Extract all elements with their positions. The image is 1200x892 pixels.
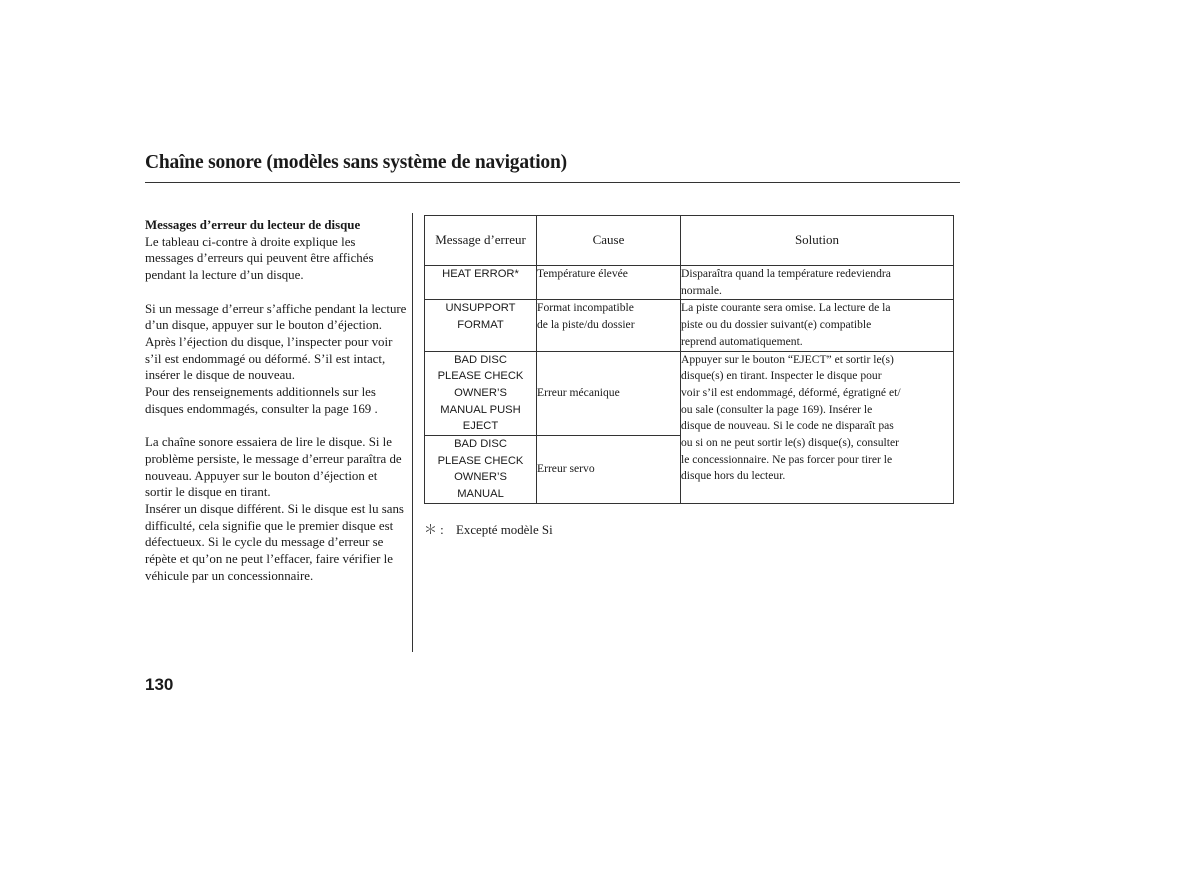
- paragraph-more-info: Pour des renseignements additionnels sur les disques endommagés, consulter la page 169 .: [145, 385, 378, 416]
- shared-solution-cell-line: disque hors du lecteur.: [681, 469, 786, 483]
- page-number: 130: [145, 675, 174, 694]
- footnote: [424, 519, 553, 538]
- paragraph-eject-instructions: Si un message d’erreur s’affiche pendant la lecture d’un disque, appuyer sur le bouton d’éjection. Après l’éjection du disque, l’inspecter pour voir s’il est endommagé ou déformé. S’il est intact, insérer le disque de nouveau.: [145, 301, 407, 383]
- cause-cell-line: Erreur mécanique: [537, 385, 620, 399]
- footnote-symbol: ＊ :: [424, 523, 444, 537]
- error-message-cell-line: FORMAT: [457, 319, 504, 332]
- error-message-cell-line: HEAT ERROR*: [442, 268, 519, 280]
- header-error-message: Message d’erreur: [425, 216, 537, 266]
- error-message-cell-line: BAD DISC: [454, 353, 507, 366]
- cause-cell: [537, 436, 681, 504]
- error-message-cell: [425, 266, 537, 300]
- solution-cell-line: normale.: [681, 283, 722, 297]
- shared-solution-cell-line: ou si on ne peut sortir le(s) disque(s), consulter: [681, 436, 899, 450]
- error-message-cell-line: OWNER’S: [454, 471, 507, 484]
- page-title: Chaîne sonore (modèles sans système de navigation): [145, 152, 567, 173]
- column-divider: [412, 213, 413, 652]
- solution-cell: [681, 300, 954, 351]
- table-row: [425, 300, 954, 351]
- error-message-cell-line: UNSUPPORT: [445, 302, 516, 315]
- paragraph-retry: La chaîne sonore essaiera de lire le disque. Si le problème persiste, le message d’erreur paraîtra de nouveau. Appuyer sur le bouton d’éjection et sortir le disque en tirant.: [145, 435, 402, 500]
- paragraph-different-disc: Insérer un disque différent. Si le disque est lu sans difficulté, cela signifie que le premier disque est défectueux. Si le cycle du message d’erreur se répète et qu’on ne peut l’effacer, faire vérifier le véhicule par un concessionnaire.: [145, 501, 404, 583]
- solution-cell-line: piste ou du dossier suivant(e) compatible: [681, 318, 872, 332]
- solution-cell-line: reprend automatiquement.: [681, 334, 803, 348]
- shared-solution-cell-line: ou sale (consulter la page 169). Insérer le: [681, 402, 873, 416]
- error-message-table: [424, 215, 954, 504]
- header-cause: Cause: [537, 216, 681, 266]
- header-solution: Solution: [681, 216, 954, 266]
- shared-solution-cell-line: disque(s) en tirant. Inspecter le disque pour: [681, 369, 882, 383]
- shared-solution-cell-line: Appuyer sur le bouton “EJECT” et sortir le(s): [681, 352, 894, 366]
- error-message-cell: [425, 436, 537, 504]
- cause-cell-line: Format incompatible: [537, 301, 634, 315]
- cause-cell: [537, 300, 681, 351]
- section-heading: Messages d’erreur du lecteur de disque: [145, 218, 361, 232]
- cause-cell-line: Température élevée: [537, 267, 628, 280]
- shared-solution-cell-line: voir s’il est endommagé, déformé, égratigné et/: [681, 385, 901, 399]
- error-message-cell: [425, 351, 537, 436]
- error-message-cell-line: MANUAL: [457, 488, 504, 501]
- table-row: [425, 351, 954, 436]
- shared-solution-cell-line: disque de nouveau. Si le code ne disparaît pas: [681, 419, 894, 433]
- cause-cell: [537, 266, 681, 300]
- solution-cell-line: La piste courante sera omise. La lecture de la: [681, 301, 891, 315]
- left-column: [145, 217, 407, 584]
- title-divider: [145, 182, 960, 183]
- error-message-cell-line: PLEASE CHECK: [437, 454, 524, 467]
- error-message-cell-line: PLEASE CHECK: [437, 370, 524, 383]
- error-message-cell-line: BAD DISC: [454, 438, 507, 451]
- footnote-text: Excepté modèle Si: [456, 523, 553, 537]
- error-message-cell-line: EJECT: [462, 420, 499, 433]
- paragraph-intro: Le tableau ci-contre à droite explique les messages d’erreurs qui peuvent être affichés pendant la lecture d’un disque.: [145, 234, 374, 283]
- cause-cell-line: de la piste/du dossier: [537, 318, 635, 332]
- table-row: [425, 266, 954, 300]
- table-header-row: [425, 216, 954, 266]
- error-message-cell-line: MANUAL PUSH: [440, 403, 521, 416]
- error-message-cell-line: OWNER’S: [454, 386, 507, 399]
- shared-solution-cell-line: le concessionnaire. Ne pas forcer pour tirer le: [681, 452, 893, 466]
- cause-cell: [537, 351, 681, 436]
- solution-cell-line: Disparaîtra quand la température redeviendra: [681, 267, 891, 280]
- cause-cell-line: Erreur servo: [537, 462, 595, 476]
- solution-cell: [681, 266, 954, 300]
- shared-solution-cell: [681, 351, 954, 503]
- error-message-cell: [425, 300, 537, 351]
